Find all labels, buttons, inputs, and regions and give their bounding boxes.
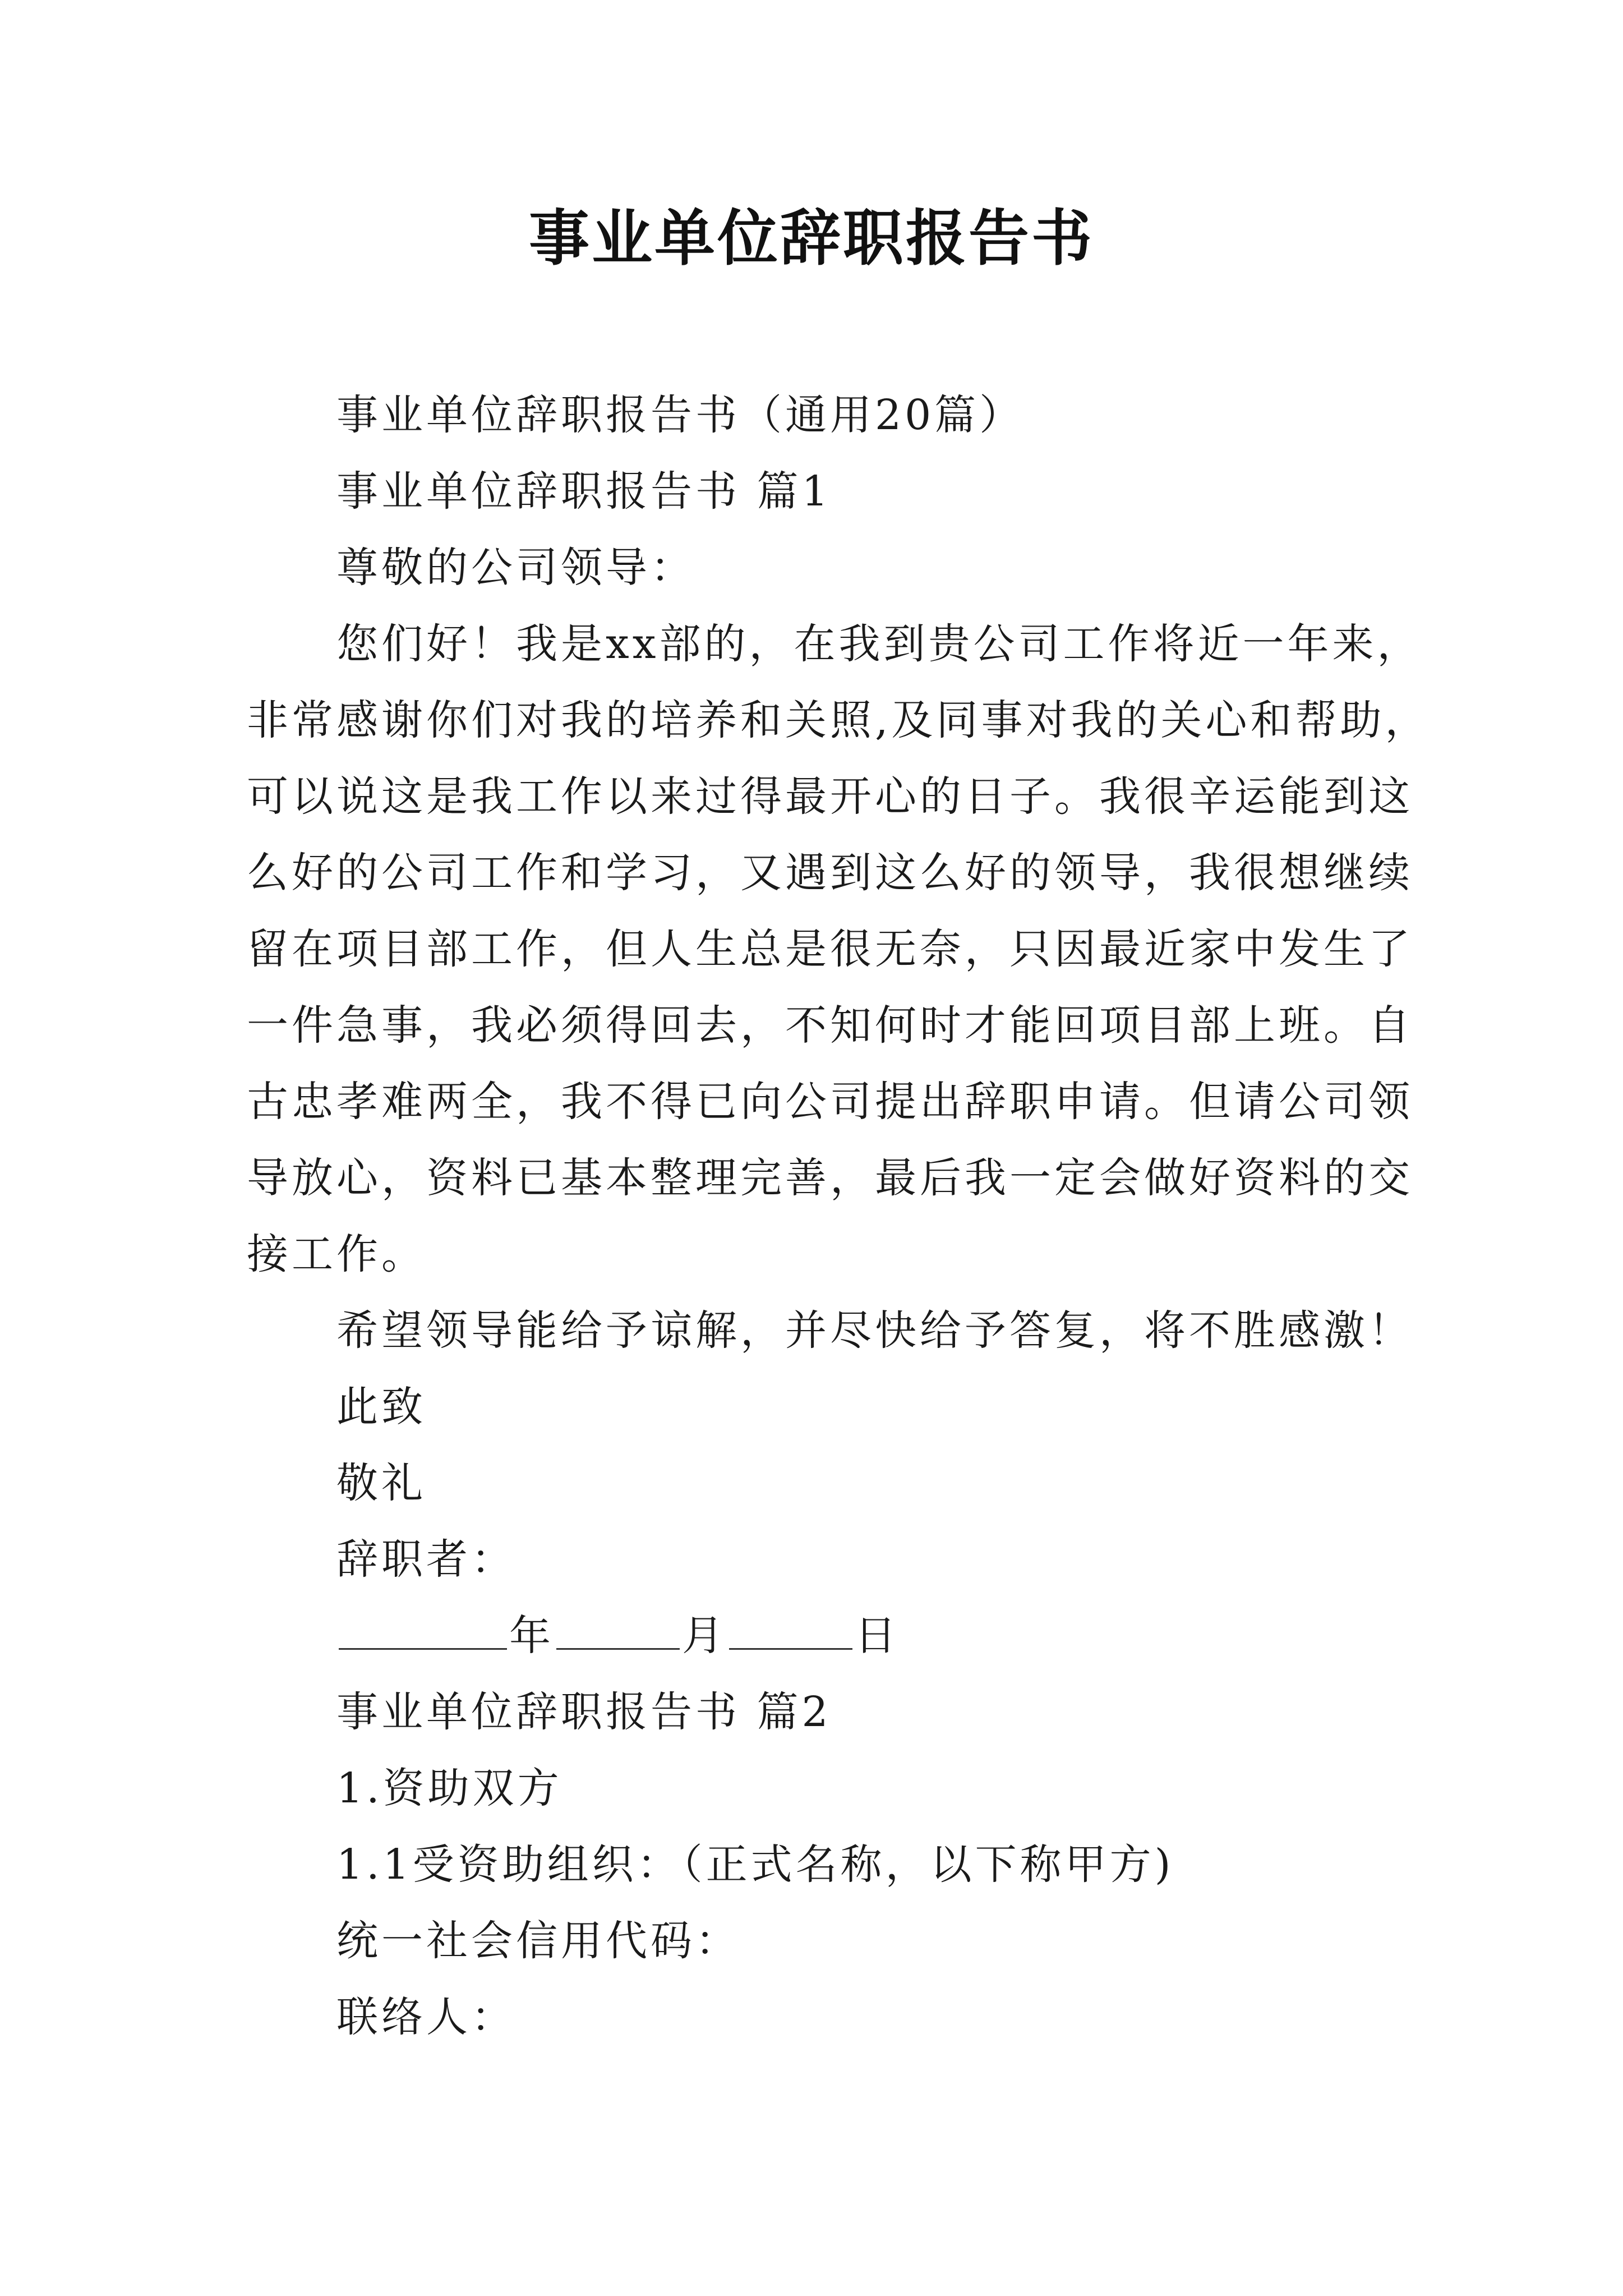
body-line-8: 导放心，资料已基本整理完善，最后我一定会做好资料的交 <box>247 1154 1413 1202</box>
credit-code-label: 统一社会信用代码： <box>336 1917 740 1965</box>
day-blank <box>729 1609 852 1650</box>
body-line-1: 您们好！我是xx部的，在我到贵公司工作将近一年来， <box>336 620 1422 668</box>
year-blank <box>339 1609 507 1650</box>
date-month-label: 月 <box>682 1612 727 1660</box>
salutation: 尊敬的公司领导： <box>336 544 695 592</box>
body-line-2: 非常感谢你们对我的培养和关照,及同事对我的关心和帮助， <box>247 696 1430 744</box>
document-title: 事业单位辞职报告书 <box>528 203 1094 274</box>
cizhi: 此致 <box>336 1383 426 1431</box>
section2-item1-1: 1.1受资助组织：（正式名称，以下称甲方) <box>336 1841 1174 1889</box>
body-line-3: 可以说这是我工作以来过得最开心的日子。我很辛运能到这 <box>247 772 1413 821</box>
section2-heading: 事业单位辞职报告书 篇2 <box>336 1688 832 1736</box>
section2-item1: 1.资助双方 <box>336 1764 562 1812</box>
contact-label: 联络人： <box>336 1993 516 2041</box>
body-line-9: 接工作。 <box>247 1230 426 1278</box>
signer-label: 辞职者： <box>336 1535 516 1584</box>
date-line <box>336 1608 900 1664</box>
body-line-5: 留在项目部工作，但人生总是很无奈，只因最近家中发生了 <box>247 925 1413 973</box>
document-subtitle: 事业单位辞职报告书（通用20篇） <box>336 391 1025 439</box>
month-blank <box>556 1609 680 1650</box>
body-line-4: 么好的公司工作和学习，又遇到这么好的领导，我很想继续 <box>247 849 1413 897</box>
date-day-label: 日 <box>855 1612 900 1660</box>
closing-line: 希望领导能给予谅解，并尽快给予答复，将不胜感激！ <box>336 1306 1413 1355</box>
section1-heading: 事业单位辞职报告书 篇1 <box>336 467 832 516</box>
body-line-6: 一件急事，我必须得回去，不知何时才能回项目部上班。自 <box>247 1001 1413 1050</box>
date-year-label: 年 <box>509 1612 554 1660</box>
jingli: 敬礼 <box>336 1459 426 1507</box>
body-line-7: 古忠孝难两全，我不得已向公司提出辞职申请。但请公司领 <box>247 1078 1413 1126</box>
